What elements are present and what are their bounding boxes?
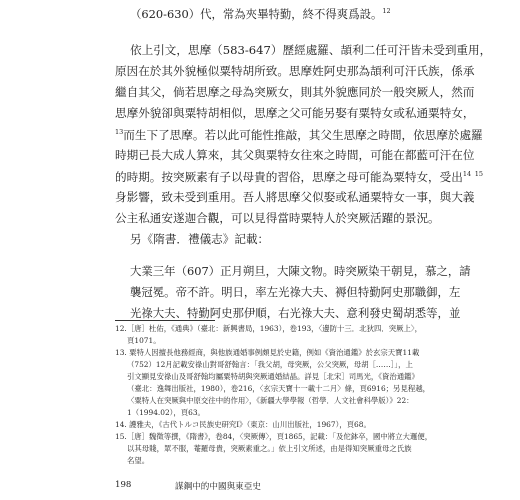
quote-line: 襲冠冕。帝不許。明日，率左光祿大夫、褥但特勤阿史那職御，左 — [130, 285, 461, 299]
body-line: 思摩外貌卻與粟特胡相似，思摩之父可能另娶有粟特女或私通粟特女， — [115, 106, 475, 120]
footnote-line: 頁1071。 — [127, 336, 161, 345]
footnote-divider — [115, 320, 215, 321]
page-number: 198 — [115, 480, 132, 490]
footnote-line: 14. 護雅夫，《古代トルコ民族史研究Ⅰ》（東京：山川出版社，1967），頁68。 — [115, 420, 371, 429]
body-line: 另《隋書．禮儀志》記載： — [130, 232, 270, 246]
footnote-line: 〈粟特人在突厥與中原交往中的作用〉，《新疆大學學報（哲學．人文社會科學版）》22： — [127, 396, 414, 405]
body-line: 原因在於其外貌極似粟特胡所致。思摩姓阿史那為頡利可汗氏族，係承 — [115, 64, 475, 78]
footnote-line: 15.［唐］魏徵等撰，《隋書》，卷84，〈突厥傳〉，頁1865，記載：「及佗鉢卒，國中將立大邏便， — [115, 432, 433, 441]
quote-line: 大業三年（607）正月朔旦，大陳文物。時突厥染干朝見，慕之，請 — [130, 264, 471, 278]
footnote-line: 12.［唐］杜佑，《通典》（臺北：新興書局，1963），卷193，〈邊防十三．北狄四．突厥上〉， — [115, 324, 423, 333]
footnote-line: 13. 粟特人因擅長他務經商，與他族通婚事例頗見於史籍，例如《資治通鑑》於玄宗天寶11載 — [115, 348, 420, 357]
footnote-line: 名望。 — [127, 456, 150, 465]
footnote-ref: 15 — [474, 170, 484, 178]
body-text: 的時期。按突厥素有子以母貴的習俗，思摩之母可能為粟特女，受出 — [115, 169, 463, 184]
body-line: 依上引文，思摩（583-647）歷經處羅、頡利二任可汗皆未受到重用， — [130, 43, 492, 57]
body-line: 公主私通安遂迦合觀，可以見得當時粟特人於突厥活躍的景況。 — [115, 211, 440, 225]
footnote-ref: 12 — [382, 7, 391, 15]
body-line — [115, 169, 484, 184]
body-text: 而生下了思摩。若以此可能性推敲，其父生思摩之時間，依思摩於處羅 — [123, 127, 483, 142]
body-line — [115, 127, 483, 142]
footnote-line: 1（1994.02），頁63。 — [127, 408, 205, 417]
body-line: 身影響，致未受到重用。吾人將思摩父似娶或私通粟特女一事，與大義 — [115, 190, 475, 204]
footnote-line: （752）12月記載安祿山對哥舒翰言：「我父胡，母突厥，公父突厥，母胡［……］」，上 — [127, 360, 413, 369]
footnote-line: （臺北：逸舞出版社，1980），卷216，〈玄宗天寶十一載十二月〉條，頁6916；另見程越， — [127, 384, 430, 393]
quote-text: （620-630）代，常為夾畢特勤，終不得爽爲設。 — [130, 6, 383, 21]
body-line: 繼自其父，倘若思摩之母為突厥女，則其外貌應同於一般突厥人，然而 — [115, 85, 475, 99]
footnote-ref: 14 — [462, 170, 472, 178]
footnote-line: 引文顯見安祿山及哥舒翰均屬粟特胡與突厥通婚結晶。詳見［北宋］司馬光，《資治通鑑》 — [127, 372, 419, 381]
quote-line — [130, 8, 435, 20]
footnote-ref: 13 — [115, 128, 124, 136]
footnote-line: 以其母賤，眾不服，菴羅母貴，突厥素重之。」依上引文所述，由是得知突厥重母之氏族 — [127, 444, 412, 453]
body-line: 時期已長大成人算來，其父與粟特女往來之時間，可能在都藍可汗在位 — [115, 148, 475, 162]
running-title: 謀鋼中的中國與東亞史 — [175, 482, 261, 492]
quote-line: 光祿大夫、特勤阿史那伊順，右光祿大夫、意利發史蜀胡悉等，並 — [130, 306, 461, 320]
